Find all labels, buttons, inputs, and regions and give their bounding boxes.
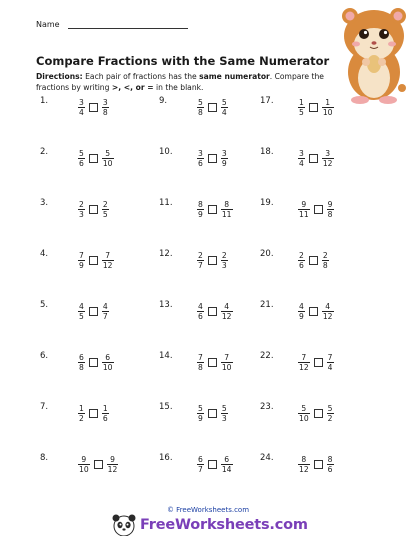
problem-item [159,249,269,277]
answer-blank[interactable] [208,256,217,265]
numerator: 3 [299,149,304,158]
answer-blank[interactable] [208,460,217,469]
right-fraction [221,149,228,168]
fraction-comparison [78,455,118,474]
left-fraction [197,353,204,372]
denominator: 6 [327,465,333,474]
answer-blank[interactable] [89,103,98,112]
fraction-comparison [78,98,109,117]
numerator: 9 [301,200,307,209]
denominator: 9 [221,159,227,168]
fraction-comparison [298,404,334,423]
name-line [68,20,188,29]
problem-number: 19. [260,198,274,208]
problem-number: 2. [40,147,49,157]
problem-number: 7. [40,402,49,412]
right-fraction [221,404,228,423]
right-fraction [322,251,329,270]
numerator: 3 [221,149,227,158]
problem-item [40,96,150,124]
fraction-comparison [298,455,334,474]
right-fraction [102,149,114,168]
denominator: 5 [299,108,304,117]
denominator: 8 [102,108,108,117]
numerator: 2 [102,200,108,209]
problem-number: 6. [40,351,49,361]
numerator: 4 [79,302,84,311]
problem-item [260,198,370,226]
brand-logo[interactable] [112,514,312,536]
denominator: 3 [221,261,227,270]
problem-item [40,249,150,277]
directions-symbols: >, <, or = [111,82,154,92]
directions-text-3: in the blank. [153,82,204,92]
answer-blank[interactable] [94,460,103,469]
denominator: 9 [79,261,84,270]
answer-blank[interactable] [309,307,318,316]
numerator: 7 [327,353,333,362]
problem-item [40,402,150,430]
answer-blank[interactable] [89,409,98,418]
fraction-comparison [197,98,228,117]
directions-text-1: Each pair of fractions has the [82,72,200,81]
denominator: 5 [79,312,84,321]
directions [36,72,336,93]
problem-number: 11. [159,198,173,208]
numerator: 7 [224,353,230,362]
numerator: 2 [198,251,203,260]
numerator: 3 [325,149,331,158]
fraction-comparison [298,200,334,219]
numerator: 9 [81,455,87,464]
problem-item [159,147,269,175]
left-fraction [197,455,204,474]
right-fraction [221,353,233,372]
left-fraction [298,200,310,219]
right-fraction [221,251,228,270]
numerator: 5 [327,404,333,413]
denominator: 7 [102,312,108,321]
right-fraction [221,302,233,321]
numerator: 4 [299,302,304,311]
denominator: 9 [198,414,203,423]
numerator: 6 [79,353,84,362]
directions-bold: same numerator [199,72,270,81]
denominator: 8 [198,108,203,117]
left-fraction [197,302,204,321]
right-fraction [322,302,334,321]
fraction-comparison [298,353,334,372]
hamster-illustration [334,2,412,106]
problem-item [260,300,370,328]
left-fraction [298,353,310,372]
right-fraction [102,302,109,321]
directions-label: Directions: [36,72,83,81]
numerator: 4 [198,302,203,311]
problem-item [159,402,269,430]
left-fraction [197,149,204,168]
denominator: 12 [107,465,118,474]
left-fraction [298,455,310,474]
left-fraction [78,353,85,372]
right-fraction [322,98,334,117]
numerator: 8 [224,200,230,209]
problem-item [40,198,150,226]
denominator: 3 [79,210,84,219]
denominator: 7 [198,465,203,474]
problem-number: 17. [260,96,274,106]
denominator: 10 [79,465,89,474]
numerator: 1 [325,98,331,107]
right-fraction [327,353,334,372]
denominator: 12 [299,465,309,474]
problem-number: 18. [260,147,274,157]
problem-number: 24. [260,453,274,463]
denominator: 4 [221,108,227,117]
numerator: 4 [224,302,230,311]
numerator: 6 [105,353,111,362]
denominator: 8 [322,261,328,270]
answer-blank[interactable] [89,256,98,265]
left-fraction [197,200,204,219]
problem-item [40,453,150,481]
numerator: 2 [221,251,227,260]
fraction-comparison [197,200,233,219]
numerator: 7 [105,251,111,260]
answer-blank[interactable] [89,205,98,214]
problem-number: 15. [159,402,173,412]
problem-number: 20. [260,249,274,259]
left-fraction [298,251,305,270]
fraction-comparison [298,251,329,270]
problem-item [260,453,370,481]
numerator: 7 [301,353,307,362]
denominator: 14 [221,465,232,474]
problem-number: 23. [260,402,274,412]
denominator: 8 [79,363,84,372]
denominator: 10 [322,108,333,117]
numerator: 5 [198,404,203,413]
problem-item [159,300,269,328]
fraction-comparison [298,98,334,117]
problem-number: 16. [159,453,173,463]
denominator: 12 [322,159,333,168]
right-fraction [327,200,334,219]
numerator: 5 [105,149,111,158]
left-fraction [298,98,305,117]
problem-number: 8. [40,453,49,463]
numerator: 1 [299,98,304,107]
problem-item [40,300,150,328]
problem-item [159,453,269,481]
fraction-comparison [197,455,233,474]
denominator: 12 [102,261,113,270]
right-fraction [107,455,119,474]
numerator: 1 [79,404,84,413]
right-fraction [221,98,228,117]
numerator: 9 [327,200,333,209]
numerator: 5 [221,98,227,107]
problem-number: 4. [40,249,49,259]
numerator: 4 [325,302,331,311]
brand-name: FreeWorksheets.com [140,517,308,533]
denominator: 3 [221,414,227,423]
numerator: 3 [198,149,203,158]
denominator: 9 [198,210,203,219]
numerator: 1 [102,404,108,413]
denominator: 6 [79,159,84,168]
denominator: 11 [299,210,309,219]
fraction-comparison [78,302,109,321]
fraction-comparison [197,353,233,372]
denominator: 6 [198,312,203,321]
fraction-comparison [78,149,114,168]
denominator: 4 [299,159,304,168]
answer-blank[interactable] [208,307,217,316]
right-fraction [102,404,109,423]
answer-blank[interactable] [208,154,217,163]
answer-blank[interactable] [314,358,323,367]
problem-number: 10. [159,147,173,157]
answer-blank[interactable] [309,154,318,163]
answer-blank[interactable] [208,409,217,418]
problem-number: 12. [159,249,173,259]
numerator: 2 [79,200,84,209]
left-fraction [197,251,204,270]
denominator: 12 [221,312,232,321]
answer-blank[interactable] [208,205,217,214]
denominator: 10 [102,363,113,372]
fraction-comparison [298,302,334,321]
problem-item [260,96,370,124]
denominator: 10 [102,159,113,168]
denominator: 6 [299,261,304,270]
answer-blank[interactable] [309,256,318,265]
numerator: 5 [301,404,307,413]
right-fraction [221,455,233,474]
denominator: 10 [221,363,232,372]
numerator: 5 [221,404,227,413]
denominator: 2 [79,414,84,423]
numerator: 8 [198,200,203,209]
problem-number: 21. [260,300,274,310]
numerator: 9 [110,455,115,464]
fraction-comparison [78,404,109,423]
left-fraction [78,149,85,168]
left-fraction [78,302,85,321]
fraction-comparison [197,149,228,168]
denominator: 11 [221,210,232,219]
fraction-comparison [78,200,109,219]
left-fraction [78,98,85,117]
copyright-text: © FreeWorksheets.com [166,506,250,514]
denominator: 2 [327,414,333,423]
right-fraction [322,149,334,168]
left-fraction [78,251,85,270]
answer-blank[interactable] [314,409,323,418]
denominator: 12 [299,363,309,372]
numerator: 5 [198,98,203,107]
fraction-comparison [197,302,233,321]
problem-number: 14. [159,351,173,361]
problem-item [260,351,370,379]
right-fraction [102,353,114,372]
numerator: 6 [198,455,203,464]
problem-item [159,198,269,226]
left-fraction [298,149,305,168]
denominator: 6 [198,159,203,168]
right-fraction [221,200,233,219]
fraction-comparison [197,251,228,270]
name-label: Name [36,20,60,29]
denominator: 7 [198,261,203,270]
panda-icon [112,514,136,536]
problem-number: 13. [159,300,173,310]
problem-number: 9. [159,96,168,106]
fraction-comparison [78,251,114,270]
answer-blank[interactable] [208,358,217,367]
right-fraction [327,455,334,474]
numerator: 2 [299,251,304,260]
denominator: 4 [79,108,84,117]
problem-item [260,249,370,277]
fraction-comparison [197,404,228,423]
left-fraction [298,302,305,321]
problem-number: 5. [40,300,49,310]
problem-number: 22. [260,351,274,361]
numerator: 7 [198,353,203,362]
right-fraction [102,200,109,219]
problem-item [260,147,370,175]
denominator: 4 [327,363,333,372]
numerator: 3 [102,98,108,107]
answer-blank[interactable] [208,103,217,112]
numerator: 8 [327,455,333,464]
numerator: 8 [301,455,307,464]
left-fraction [78,200,85,219]
answer-blank[interactable] [89,307,98,316]
fraction-comparison [298,149,334,168]
denominator: 10 [299,414,309,423]
numerator: 3 [79,98,84,107]
page-title: Compare Fractions with the Same Numerator [36,54,330,68]
problem-item [159,351,269,379]
numerator: 6 [224,455,230,464]
name-row [36,20,188,29]
denominator: 12 [322,312,333,321]
right-fraction [327,404,334,423]
denominator: 8 [198,363,203,372]
answer-blank[interactable] [309,103,318,112]
problem-item [260,402,370,430]
left-fraction [197,404,204,423]
numerator: 4 [102,302,108,311]
right-fraction [102,98,109,117]
fraction-comparison [78,353,114,372]
directions-text-2: . Compare the fractions by writing [36,72,324,92]
answer-blank[interactable] [89,154,98,163]
answer-blank[interactable] [314,460,323,469]
denominator: 8 [327,210,333,219]
numerator: 5 [79,149,84,158]
left-fraction [197,98,204,117]
denominator: 6 [102,414,108,423]
problem-number: 1. [40,96,49,106]
numerator: 7 [79,251,84,260]
right-fraction [102,251,114,270]
answer-blank[interactable] [89,358,98,367]
left-fraction [78,455,90,474]
problem-item [40,351,150,379]
denominator: 9 [299,312,304,321]
problem-number: 3. [40,198,49,208]
left-fraction [78,404,85,423]
problem-item [159,96,269,124]
problem-item [40,147,150,175]
numerator: 2 [322,251,328,260]
answer-blank[interactable] [314,205,323,214]
denominator: 5 [102,210,108,219]
left-fraction [298,404,310,423]
